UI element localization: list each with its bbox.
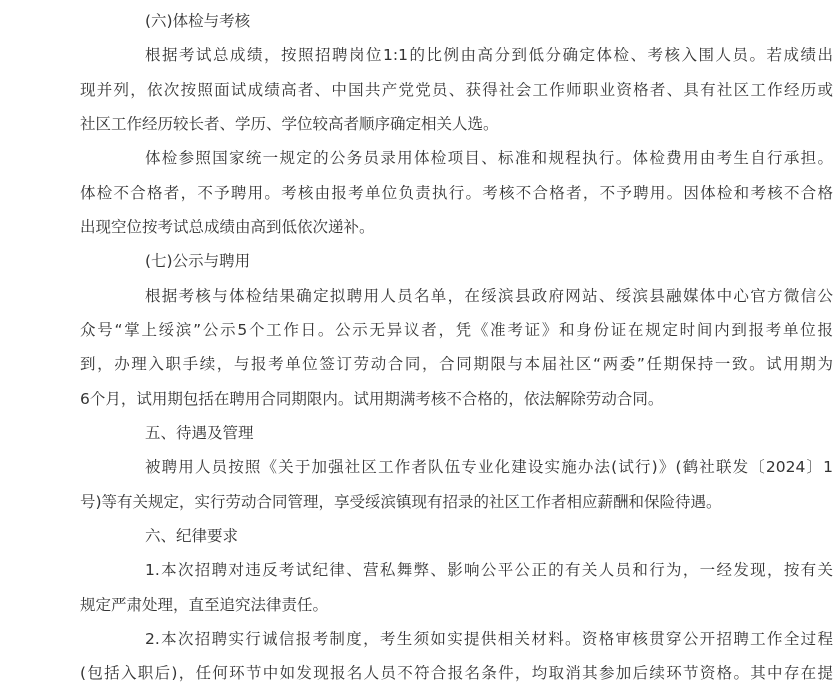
paragraph-line: 现并列，依次按照面试成绩高者、中国共产党党员、获得社会工作师职业资格者、具有社区工作经历或	[80, 81, 833, 99]
paragraph-line: 体检参照国家统一规定的公务员录用体检项目、标准和规程执行。体检费用由考生自行承担。	[145, 149, 833, 167]
section-heading-physical-exam: (六)体检与考核	[145, 12, 251, 30]
section-heading-announcement: (七)公示与聘用	[145, 252, 251, 270]
paragraph-line: (包括入职后)，任何环节中如发现报名人员不符合报名条件，均取消其参加后续环节资格。其中存在提	[80, 664, 833, 682]
paragraph-line: 出现空位按考试总成绩由高到低依次递补。	[80, 218, 375, 236]
paragraph-line: 被聘用人员按照《关于加强社区工作者队伍专业化建设实施办法(试行)》(鹤社联发〔2024〕1	[145, 458, 833, 476]
paragraph-line: 6个月，试用期包括在聘用合同期限内。试用期满考核不合格的，依法解除劳动合同。	[80, 390, 664, 408]
paragraph-line: 根据考核与体检结果确定拟聘用人员名单，在绥滨县政府网站、绥滨县融媒体中心官方微信公	[145, 287, 833, 305]
section-heading-discipline: 六、纪律要求	[145, 527, 239, 545]
paragraph-line: 规定严肃处理，直至追究法律责任。	[80, 596, 329, 614]
paragraph-line: 众号“掌上绥滨”公示5个工作日。公示无异议者，凭《准考证》和身份证在规定时间内到报考单位报	[80, 321, 833, 339]
paragraph-line: 根据考试总成绩，按照招聘岗位1:1的比例由高分到低分确定体检、考核入围人员。若成绩出	[145, 46, 833, 64]
paragraph-line: 1.本次招聘对违反考试纪律、营私舞弊、影响公平公正的有关人员和行为，一经发现，按有关	[145, 561, 833, 579]
paragraph-line: 号)等有关规定，实行劳动合同管理，享受绥滨镇现有招录的社区工作者相应薪酬和保险待遇。	[80, 493, 722, 511]
paragraph-line: 社区工作经历较长者、学历、学位较高者顺序确定相关人选。	[80, 115, 499, 133]
section-heading-benefits: 五、待遇及管理	[145, 424, 254, 442]
paragraph-line: 到，办理入职手续，与报考单位签订劳动合同，合同期限与本届社区“两委”任期保持一致。试用期为	[80, 355, 833, 373]
paragraph-line: 2.本次招聘实行诚信报考制度，考生须如实提供相关材料。资格审核贯穿公开招聘工作全过程	[145, 630, 833, 648]
paragraph-line: 体检不合格者，不予聘用。考核由报考单位负责执行。考核不合格者，不予聘用。因体检和考核不合格	[80, 184, 833, 202]
